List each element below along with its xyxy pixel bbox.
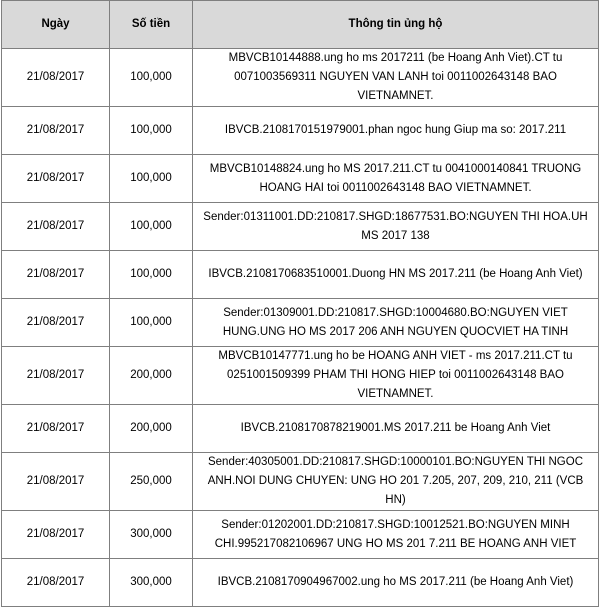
table-row — [2, 107, 599, 155]
table-row — [2, 405, 599, 453]
cell-date: 21/08/2017 — [2, 155, 110, 203]
cell-amount: 250,000 — [110, 453, 193, 511]
cell-date: 21/08/2017 — [2, 107, 110, 155]
cell-date: 21/08/2017 — [2, 49, 110, 107]
cell-info: MBVCB10144888.ung ho ms 2017211 (be Hoang Anh Viet).CT tu 0071003569311 NGUYEN VAN LANH toi 0011002643148 BAO VIETNAMNET. — [193, 49, 599, 107]
table-header-row — [2, 1, 599, 49]
cell-info: IBVCB.2108170878219001.MS 2017.211 be Hoang Anh Viet — [193, 405, 599, 453]
cell-amount: 300,000 — [110, 511, 193, 559]
column-header-amount: Số tiền — [110, 1, 193, 49]
table-row — [2, 559, 599, 607]
cell-info: Sender:01309001.DD:210817.SHGD:10004680.BO:NGUYEN VIET HUNG.UNG HO MS 2017 206 ANH NGUYEN QUOCVIET HA TINH — [193, 299, 599, 347]
cell-info: MBVCB10148824.ung ho MS 2017.211.CT tu 0041000140841 TRUONG HOANG HAI toi 0011002643148 BAO VIETNAMNET. — [193, 155, 599, 203]
cell-info: IBVCB.2108170151979001.phan ngoc hung Giup ma so: 2017.211 — [193, 107, 599, 155]
column-header-info: Thông tin ủng hộ — [193, 1, 599, 49]
table-row — [2, 203, 599, 251]
table-row — [2, 155, 599, 203]
table-row — [2, 299, 599, 347]
cell-info: Sender:40305001.DD:210817.SHGD:10000101.BO:NGUYEN THI NGOC ANH.NOI DUNG CHUYEN: UNG HO 201 7.205, 207, 209, 210, 211 (VCB HN) — [193, 453, 599, 511]
cell-date: 21/08/2017 — [2, 347, 110, 405]
cell-amount: 100,000 — [110, 155, 193, 203]
cell-amount: 200,000 — [110, 347, 193, 405]
cell-date: 21/08/2017 — [2, 251, 110, 299]
column-header-date: Ngày — [2, 1, 110, 49]
cell-date: 21/08/2017 — [2, 453, 110, 511]
cell-amount: 200,000 — [110, 405, 193, 453]
table-row — [2, 251, 599, 299]
cell-date: 21/08/2017 — [2, 299, 110, 347]
cell-amount: 100,000 — [110, 49, 193, 107]
cell-info: Sender:01311001.DD:210817.SHGD:18677531.BO:NGUYEN THI HOA.UH MS 2017 138 — [193, 203, 599, 251]
donations-table — [1, 0, 599, 607]
table-row — [2, 49, 599, 107]
cell-amount: 300,000 — [110, 559, 193, 607]
cell-amount: 100,000 — [110, 299, 193, 347]
cell-info: MBVCB10147771.ung ho be HOANG ANH VIET - ms 2017.211.CT tu 0251001509399 PHAM THI HONG HIEP toi 0011002643148 BAO VIETNAMNET. — [193, 347, 599, 405]
cell-amount: 100,000 — [110, 251, 193, 299]
table-row — [2, 453, 599, 511]
cell-info: IBVCB.2108170683510001.Duong HN MS 2017.211 (be Hoang Anh Viet) — [193, 251, 599, 299]
cell-date: 21/08/2017 — [2, 405, 110, 453]
cell-date: 21/08/2017 — [2, 203, 110, 251]
cell-info: Sender:01202001.DD:210817.SHGD:10012521.BO:NGUYEN MINH CHI.995217082106967 UNG HO MS 201 7.211 BE HOANG ANH VIET — [193, 511, 599, 559]
cell-info: IBVCB.2108170904967002.ung ho MS 2017.211 (be Hoang Anh Viet) — [193, 559, 599, 607]
cell-amount: 100,000 — [110, 203, 193, 251]
table-row — [2, 511, 599, 559]
table-row — [2, 347, 599, 405]
cell-amount: 100,000 — [110, 107, 193, 155]
cell-date: 21/08/2017 — [2, 511, 110, 559]
cell-date: 21/08/2017 — [2, 559, 110, 607]
